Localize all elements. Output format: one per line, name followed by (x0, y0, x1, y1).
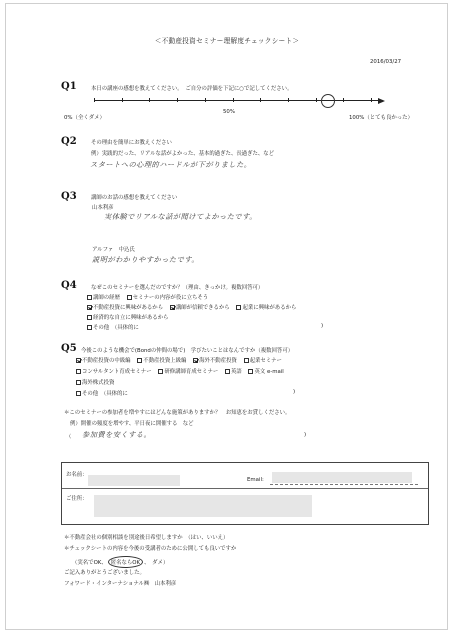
option-no[interactable]: 、 ダメ） (144, 560, 169, 566)
q4-options-row1 (87, 293, 213, 301)
contact-box (61, 462, 429, 525)
q4-options-row4 (87, 323, 144, 331)
q5-option[interactable]: その他 （具体的に (76, 389, 128, 397)
rating-scale-line (94, 100, 379, 101)
scale-mid-label: 50% (223, 109, 235, 115)
q4-label: Q4 (61, 280, 77, 291)
q5-option[interactable]: 不動産投資上級編 (137, 356, 186, 364)
q3-speaker1: 山本利彦 (92, 205, 114, 211)
scale-tick (177, 98, 178, 102)
checkbox-checked[interactable] (170, 305, 175, 310)
q3-answer1: 実体験でリアルな話が聞けてよかったです。 (104, 212, 257, 221)
option-real-name[interactable]: （実名でOK、 (72, 560, 107, 566)
q4-option[interactable]: 講師の経歴 (87, 293, 120, 301)
q2-label: Q2 (61, 136, 77, 147)
q4-option[interactable]: 不動産投資に興味があるから (87, 303, 163, 311)
q4-options-row3 (87, 313, 173, 321)
checkbox[interactable] (137, 358, 142, 363)
q3-label: Q3 (61, 191, 77, 202)
footer-consultation: ＊不動産会社の個別相談を別途後日希望しますか （はい、いいえ） (64, 535, 229, 541)
q4-prompt: なぜこのセミナーを選んだのですか？（理由、きっかけ。複数回答可） (91, 285, 264, 291)
email-underline (270, 484, 418, 485)
scale-tick (288, 98, 289, 102)
q5-option[interactable]: コンサルタント育成セミナー (76, 367, 152, 375)
sheet-date: 2016/03/27 (370, 59, 402, 65)
scale-tick (260, 98, 261, 102)
checkbox[interactable] (76, 391, 81, 396)
checkbox[interactable] (158, 369, 163, 374)
q5-option[interactable]: 英語 (225, 367, 242, 375)
email-redacted-field[interactable] (272, 472, 412, 483)
scale-max-label: 100%（とても良かった） (349, 115, 413, 121)
checkbox[interactable] (87, 325, 92, 330)
address-redacted-field[interactable] (94, 495, 312, 517)
q1-label: Q1 (61, 81, 77, 92)
q5-label: Q5 (61, 343, 77, 354)
name-redacted-field[interactable] (88, 475, 180, 486)
scale-tick (205, 98, 206, 102)
checkbox[interactable] (76, 369, 81, 374)
rating-selection-circle[interactable] (321, 94, 335, 108)
checkbox[interactable] (76, 380, 81, 385)
q2-prompt: その理由を簡単にお教えください (91, 140, 172, 146)
contact-divider (62, 488, 428, 489)
q6-prompt: ＊このセミナーの参加者を増やすにはどんな施策がありますか？ お知恵をお貸しください。 (64, 410, 291, 416)
checkbox[interactable] (244, 358, 249, 363)
scale-arrowhead-icon (378, 98, 385, 104)
footer-thanks: ご記入ありがとうございました。 (64, 570, 145, 576)
q4-option[interactable]: 講師が信頼できるから (170, 303, 230, 311)
q5-options-row2 (76, 367, 289, 375)
q5-option[interactable]: 海外株式投資 (76, 378, 114, 386)
q5-option[interactable]: 英文 e-mail (248, 367, 283, 375)
scale-tick (94, 98, 95, 102)
scale-tick (316, 98, 317, 102)
q4-option[interactable]: セミナーの内容が役に立ちそう (127, 293, 208, 301)
checkbox[interactable] (127, 295, 132, 300)
address-label: ご住所： (66, 496, 88, 502)
q5-prompt: 今後このような機会で(Bondの仲間の場で) 学びたいことはなんですか（複数回答可） (81, 348, 294, 354)
q2-example: 例）実践的だった、リアルな話がよかった、基本的過ぎた、長過ぎた、など (91, 151, 275, 157)
q3-answer2: 説明がわかりやすかったです。 (92, 255, 200, 264)
q4-option[interactable]: 経済的な自立に興味があるから (87, 313, 168, 321)
q3-speaker2: アルファ 中込氏 (92, 247, 135, 253)
q3-prompt: 講師のお話の感想を教えてください (91, 195, 178, 201)
scale-tick (149, 98, 150, 102)
footer-organization: フォワード・インターナショナル㈱ 山本利彦 (64, 581, 177, 587)
q6-close-paren: ) (304, 432, 307, 438)
checkbox[interactable] (236, 305, 241, 310)
email-label: Email: (247, 477, 264, 483)
q4-options-row2 (87, 303, 301, 311)
name-label: お名前： (66, 472, 88, 478)
checkbox-checked[interactable] (76, 358, 81, 363)
q5-options-row1 (76, 356, 287, 364)
checkbox[interactable] (87, 295, 92, 300)
scale-tick (343, 98, 344, 102)
checkbox-checked[interactable] (193, 358, 198, 363)
footer-publish-question: ＊チェックシートの内容を今後の受講者のために公開しても良いですか (64, 546, 237, 552)
q5-option[interactable]: 不動産投資の中級編 (76, 356, 131, 364)
q5-option[interactable]: 起業セミナー (244, 356, 282, 364)
q1-prompt: 本日の講座の感想を教えてください。 ご自分の評価を下記に○で記してください。 (91, 86, 293, 92)
scale-tick (233, 98, 234, 102)
footer-publish-options (72, 556, 168, 568)
q6-example: 例）開催の頻度を増やす、平日夜に開催する など (70, 421, 194, 427)
q6-open-paren: （ (66, 434, 72, 440)
scale-min-label: 0%（全くダメ） (64, 115, 105, 121)
checkbox[interactable] (87, 315, 92, 320)
q5-close-paren: ) (293, 389, 296, 395)
q5-option[interactable]: 研修講師育成セミナー (158, 367, 218, 375)
scale-tick (371, 98, 372, 102)
q2-answer: スタートへの心理的ハードルが下がりました。 (90, 160, 252, 169)
option-anonymous-circled[interactable]: 匿名ならOK (108, 556, 143, 568)
q4-option[interactable]: 起業に興味があるから (236, 303, 296, 311)
checkbox[interactable] (248, 369, 253, 374)
q6-answer: 参加費を安くする。 (82, 430, 152, 439)
q4-close-paren: ) (321, 323, 324, 329)
q4-option[interactable]: その他 （具体的に (87, 323, 139, 331)
q5-option[interactable]: 海外不動産投資 (193, 356, 237, 364)
sheet-title: ＜不動産投資セミナー理解度チェックシート＞ (154, 37, 300, 45)
checkbox[interactable] (225, 369, 230, 374)
checkbox-checked[interactable] (87, 305, 92, 310)
q5-options-row3 (76, 378, 119, 386)
scale-tick (122, 98, 123, 102)
q5-options-row4 (76, 389, 133, 397)
